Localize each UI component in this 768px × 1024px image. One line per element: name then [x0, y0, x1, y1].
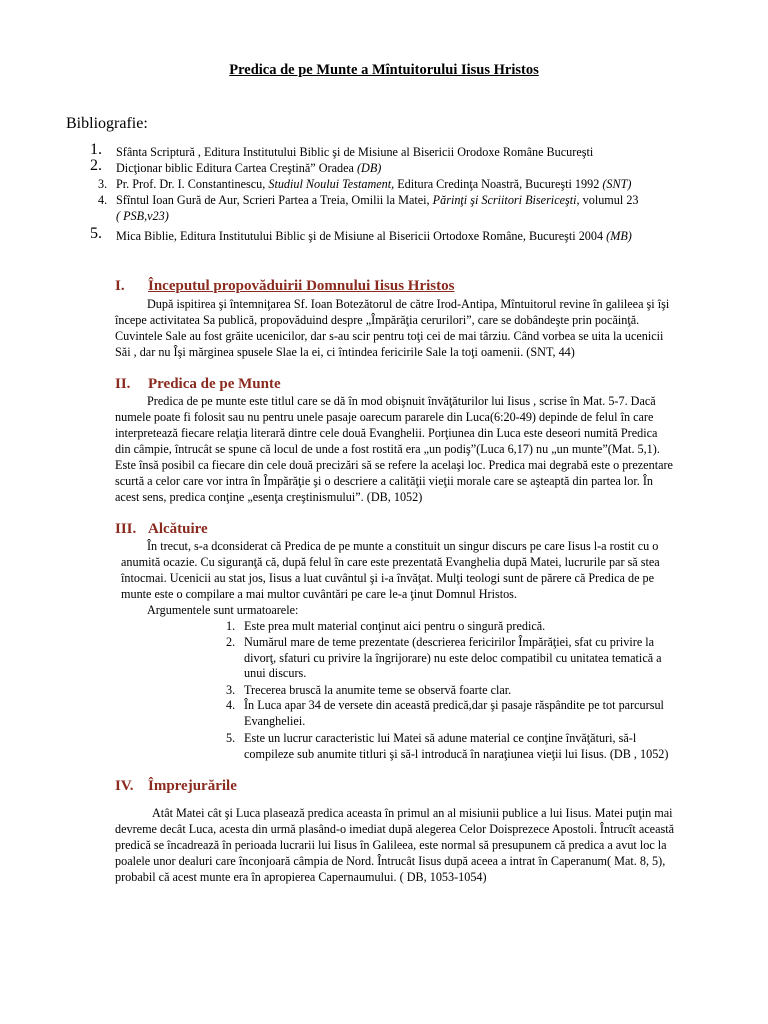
bibliography-title: Părinţi şi Scriitori Bisericeşti,: [432, 193, 580, 207]
section-number: III.: [115, 521, 137, 537]
section-title: Împrejurările: [148, 778, 237, 794]
section-heading: [115, 778, 237, 795]
bibliography-heading: Bibliografie:: [66, 115, 148, 132]
section-heading: [115, 521, 208, 538]
paragraph-line: numele poate fi folosit sau nu pentru unele pasaje oarecum pararele din Luca(6:20-49) depinde de felul în care: [115, 410, 654, 424]
paragraph-line: Predica de pe munte este titlul care se dă în mod obişnuit învăţăturilor lui Iisus , scrise în Mat. 5-7. Dacă: [147, 394, 656, 408]
section-heading: [115, 278, 454, 295]
paragraph-line: munte este o compilare a mai multor cuvântări pe care le-a ţinut Domnul Hristos.: [121, 587, 517, 601]
section-number: IV.: [115, 778, 134, 794]
paragraph-line: întocmai. Ucenicii au stat jos, Iisus a luat cuvântul şi i-a învăţat. Mulţi teologi sunt de părere că Predica de pe: [121, 571, 655, 585]
section-title: Predica de pe Munte: [148, 376, 281, 392]
section-paragraph: [115, 805, 703, 885]
section-number: I.: [115, 278, 125, 294]
paragraph-line: Săi , dar nu Îşi mărginea spusele Slae la ei, ci întindea fericirile Sale la toţi oamenii. (SNT, 44): [115, 345, 575, 359]
section-title: Alcătuire: [148, 521, 208, 537]
list-number: 4.: [226, 698, 236, 712]
paragraph-line: interpretează fiecare relaţia literară dintre cele două Evanghelii. Porţiunea din Luca este deseori numită Predica: [115, 426, 658, 440]
paragraph-line: predică se încadrează în perioada lucrarii lui Iisus în Galileea, este normal să presupunem că predica a avut loc la: [115, 838, 667, 852]
bibliography-number: 3.: [98, 177, 108, 191]
section-paragraph: [115, 296, 703, 360]
bibliography-number: 5.: [90, 225, 102, 242]
paragraph-line: anumită ocazie. Cu siguranţă că, după felul în care este prezentată Evanghelia după Matei, lucrurile par să stea: [121, 555, 660, 569]
bibliography-title: Studiul Noului Testament,: [268, 177, 395, 191]
list-text: Evangheliei.: [244, 713, 306, 728]
list-text: Este un lucrur caracteristic lui Matei să adune material ce conţine învăţături, să-l: [244, 731, 637, 745]
paragraph-line: În trecut, s-a dconsiderat că Predica de pe munte a constituit un singur discurs pe care Iisus l-a rostit cu o: [147, 539, 659, 553]
list-text: Este prea mult material conţinut aici pentru o singură predică.: [244, 619, 546, 633]
bibliography-text: Pr. Prof. Dr. I. Constantinescu,: [116, 177, 269, 191]
bibliography-number: 1.: [90, 141, 102, 158]
bibliography-text: Sfîntul Ioan Gură de Aur, Scrieri Partea a Treia, Omilii la Matei,: [116, 193, 433, 207]
paragraph-line: poalele unor dealuri care înconjoară câmpia de Nord. Întrucât Iisus după aceea a intrat în Caperanum( Mat. 8, 5),: [115, 854, 666, 868]
bibliography-text: Mica Biblie, Editura Institutului Biblic şi de Misiune al Bisericii Ortodoxe Române, Bucureşti 2004: [116, 229, 607, 243]
bibliography-abbrev: ( PSB,v23): [116, 209, 169, 223]
paragraph-line: Argumentele sunt urmatoarele:: [147, 603, 299, 617]
bibliography-abbrev: (DB): [356, 161, 382, 175]
paragraph-line: Atât Matei cât şi Luca plasează predica aceasta în primul an al misiunii publice a lui Iisus. Matei puţin mai: [152, 806, 673, 820]
paragraph-line: Cuvintele Sale au fost grăite ucenicilor, dar s-au scir pentru toţi cei de mai târziu. Când vorbea se uita la ucenicii: [115, 329, 664, 343]
section-paragraph: [115, 393, 703, 505]
bibliography-number: 2.: [90, 157, 102, 174]
paragraph-line: devreme decât Luca, acesta din urmă plasând-o imediat după alegerea Celor Doisprezece Apostoli. Întrucît această: [115, 822, 675, 836]
section-paragraph: [115, 538, 703, 618]
section-heading: [115, 376, 281, 393]
list-text: compileze sub anumite titluri şi să-l introducă în naraţiunea vieţii lui Iisus. (DB , 1052): [244, 746, 669, 761]
bibliography-abbrev: (SNT): [602, 177, 632, 191]
bibliography-text-rest: Editura Credinţa Noastră, Bucureşti 1992: [394, 177, 603, 191]
document-title: Predica de pe Munte a Mîntuitorului Iisus Hristos: [229, 62, 539, 78]
paragraph-line: acest sens, predica conţine „esenţa creştinismului”. (DB, 1052): [115, 490, 423, 504]
paragraph-line: probabil că acest munte era în apropierea Capernaumului. ( DB, 1053-1054): [115, 870, 487, 884]
paragraph-line: din câmpie, întrucât se spune că locul de unde a fost rostită era „un podiş”(Luca 6,17) nu „un munte”(Mat. 5,1).: [115, 442, 660, 456]
section-title: Începutul propovăduirii Domnului Iisus Hristos: [148, 278, 455, 294]
list-number: 1.: [226, 619, 236, 633]
bibliography-text-rest: volumul 23: [579, 193, 639, 207]
list-text: Trecerea bruscă la anumite teme se observă foarte clar.: [244, 683, 512, 697]
paragraph-line: începe activitatea Sa publică, propovăduind despre „Împărăţia cerurilori”, care se dobândeşte prin pocăinţă.: [115, 313, 640, 327]
bibliography-number: 4.: [98, 193, 108, 207]
paragraph-line: Este însă posibil ca fiecare din cele două precizări să se refere la acelaşi loc. Predica mai degrabă este o prezentare: [115, 458, 673, 472]
section-number: II.: [115, 376, 131, 392]
list-number: 3.: [226, 683, 236, 697]
bibliography-text: Dicţionar biblic Editura Cartea Creştină” Oradea: [116, 161, 357, 175]
paragraph-line: scurtă a celor care vor intra în Împărăţie şi o descriere a calităţii vieţii morale care se aşteaptă din partea lor. În: [115, 474, 654, 488]
list-text: unui discurs.: [244, 666, 307, 680]
bibliography-text: Sfânta Scriptură , Editura Institutului Biblic şi de Misiune al Bisericii Orodoxe Române Bucureşti: [116, 145, 594, 159]
list-text: Numărul mare de teme prezentate (descrierea fericirilor Împărăţiei, sfat cu privire la: [244, 635, 655, 649]
bibliography-abbrev: (MB): [606, 229, 632, 243]
list-text: În Luca apar 34 de versete din această predică,dar şi pasaje răspândite pe tot parcursul: [244, 698, 664, 712]
list-number: 5.: [226, 731, 236, 745]
list-number: 2.: [226, 635, 236, 649]
paragraph-line: După ispitirea şi întemniţarea Sf. Ioan Botezătorul de către Irod-Antipa, Mîntuitorul revine în galileea şi îşi: [147, 297, 670, 311]
list-text: divorţ, sfaturi cu privire la îngrijorare) nu este deloc compatibil cu unitatea tematică a: [244, 650, 662, 665]
